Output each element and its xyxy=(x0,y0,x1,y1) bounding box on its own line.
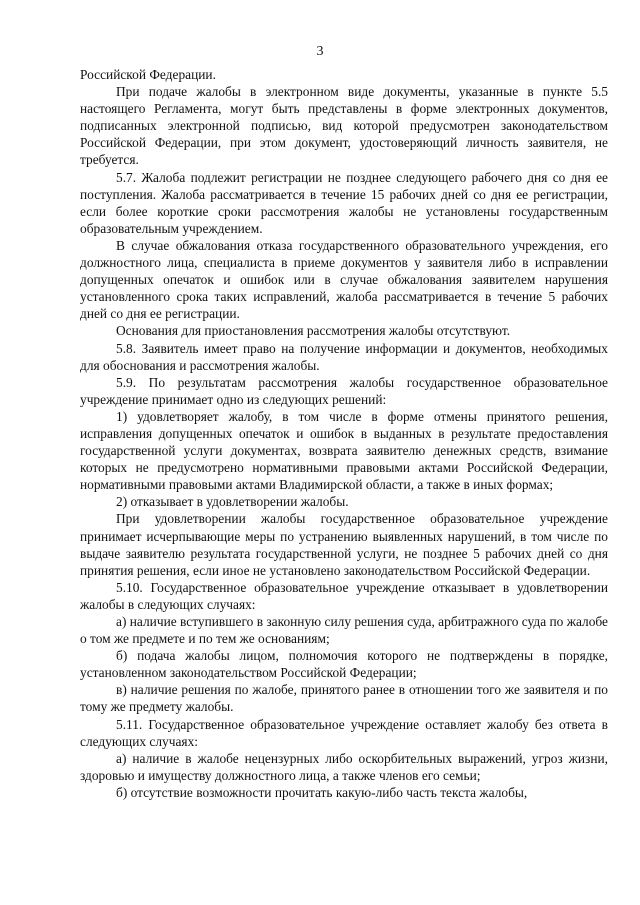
paragraph-5-11: 5.11. Государственное образовательное учреждение оставляет жалобу без ответа в следующих случаях: xyxy=(80,716,608,749)
paragraph-5-11-item-b: б) отсутствие возможности прочитать какую-либо часть текста жалобы, xyxy=(116,784,528,800)
paragraph-continuation: Российской Федерации. xyxy=(80,67,216,82)
paragraph-5-10-item-a: а) наличие вступившего в законную силу решения суда, арбитражного суда по жалобе о том же предмете и по тем же основаниям; xyxy=(80,614,608,647)
document-body xyxy=(80,66,608,801)
paragraph-5-11-item-a: а) наличие в жалобе нецензурных либо оскорбительных выражений, угроз жизни, здоровью и имуществу должностного лица, а также членов его семьи; xyxy=(80,750,608,783)
paragraph-no-suspension: Основания для приостановления рассмотрения жалобы отсутствуют. xyxy=(116,323,511,339)
paragraph-5-7: 5.7. Жалоба подлежит регистрации не позднее следующего рабочего дня со дня ее поступления. Жалоба рассматривается в течение 15 рабочих дней со дня ее регистрации, если более короткие сроки рассмотрения жалобы не установлены государственным образовательным учреждением. xyxy=(80,169,608,236)
paragraph-5-9-item-1: 1) удовлетворяет жалобу, в том числе в форме отмены принятого решения, исправления допущенных опечаток и ошибок в выданных в результате предоставления государственной услуги документах, возврата заявителю денежных средств, взимание которых не предусмотрено нормативными правовыми актами Российской Федерации, нормативными правовыми актами Владимирской области, а также в иных формах; xyxy=(80,408,608,493)
paragraph-electronic-submission: При подаче жалобы в электронном виде документы, указанные в пункте 5.5 настоящего Регламента, могут быть представлены в форме электронных документов, подписанных электронной подписью, вид которой предусмотрен законодательством Российской Федерации, при этом документ, удостоверяющий личность заявителя, не требуется. xyxy=(80,84,608,168)
paragraph-5-8: 5.8. Заявитель имеет право на получение информации и документов, необходимых для обоснования и рассмотрения жалобы. xyxy=(80,340,608,373)
paragraph-5-9-item-2: 2) отказывает в удовлетворении жалобы. xyxy=(116,494,349,510)
paragraph-5-9: 5.9. По результатам рассмотрения жалобы государственное образовательное учреждение принимает одно из следующих решений: xyxy=(80,374,608,407)
paragraph-5-10-item-b: б) подача жалобы лицом, полномочия которого не подтверждены в порядке, установленном законодательством Российской Федерации; xyxy=(80,648,608,681)
paragraph-satisfaction-measures: При удовлетворении жалобы государственное образовательное учреждение принимает исчерпывающие меры по устранению выявленных нарушений, в том числе по выдаче заявителю результата государственной услуги, не позднее 5 рабочих дней со дня принятия решения, если иное не установлено законодательством Российской Федерации. xyxy=(80,511,608,578)
paragraph-refusal-appeal: В случае обжалования отказа государственного образовательного учреждения, его должностного лица, специалиста в приеме документов у заявителя либо в исправлении допущенных опечаток и ошибок или в случае обжалования заявителем нарушения установленного срока таких исправлений, жалоба рассматривается в течение 5 рабочих дней со дня ее регистрации. xyxy=(80,237,608,322)
paragraph-5-10: 5.10. Государственное образовательное учреждение отказывает в удовлетворении жалобы в следующих случаях: xyxy=(80,579,608,612)
paragraph-5-10-item-c: в) наличие решения по жалобе, принятого ранее в отношении того же заявителя и по тому же предмету жалобы. xyxy=(80,682,608,715)
page-number: 3 xyxy=(316,44,324,59)
